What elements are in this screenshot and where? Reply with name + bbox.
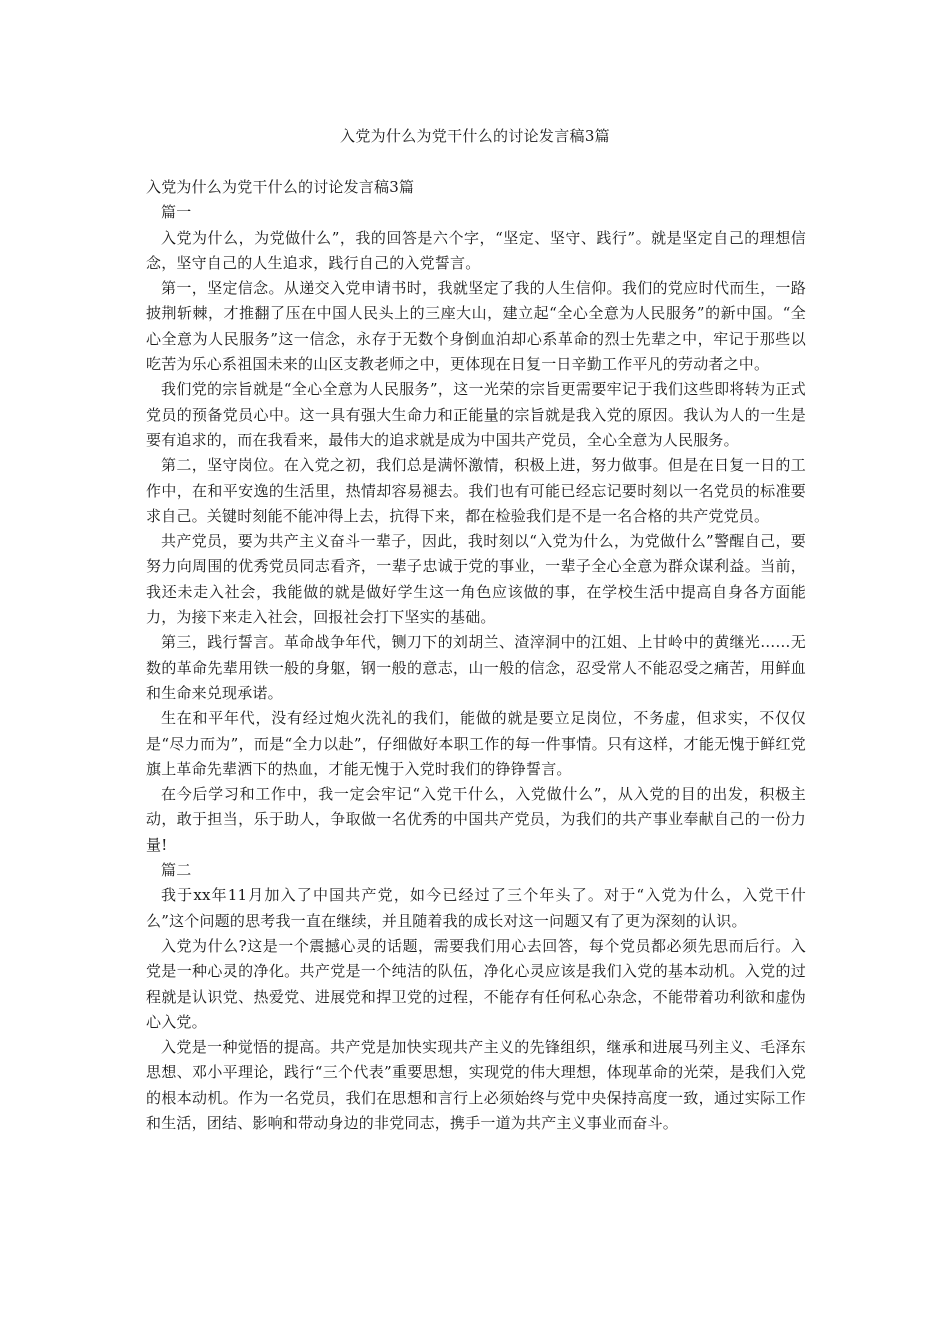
paragraph: 我们党的宗旨就是“全心全意为人民服务”，这一光荣的宗旨更需要牢记于我们这些即将转为正式党员的预备党员心中。这一具有强大生命力和正能量的宗旨就是我入党的原因。我认为人的一生是要有追求的，而在我看来，最伟大的追求就是成为中国共产党员，全心全意为人民服务。 [146,380,806,449]
paragraph: 第三，践行誓言。革命战争年代，铡刀下的刘胡兰、渣滓洞中的江姐、上甘岭中的黄继光……无数的革命先辈用铁一般的身躯，钢一般的意志，山一般的信念，忍受常人不能忍受之痛苦，用鲜血和生命来兑现承诺。 [146,633,806,702]
paragraph: 在今后学习和工作中，我一定会牢记“入党干什么，入党做什么”，从入党的目的出发，积极主动，敢于担当，乐于助人，争取做一名优秀的中国共产党员，为我们的共产事业奉献自己的一份力量! [146,785,806,854]
document-heading: 入党为什么为党干什么的讨论发言稿3篇 [146,178,415,196]
section-label-2: 篇二 [161,861,192,880]
paragraph: 生在和平年代，没有经过炮火洗礼的我们，能做的就是要立足岗位，不务虚，但求实，不仅仅是“尽力而为”，而是“全力以赴”，仔细做好本职工作的每一件事情。只有这样，才能无愧于鲜红党旗上革命先辈洒下的热血，才能无愧于入党时我们的铮铮誓言。 [146,709,806,778]
page-title: 入党为什么为党干什么的讨论发言稿3篇 [340,127,610,145]
paragraph: 第一，坚定信念。从递交入党申请书时，我就坚定了我的人生信仰。我们的党应时代而生，一路披荆斩棘，才推翻了压在中国人民头上的三座大山，建立起“全心全意为人民服务”的新中国。“全心全意为人民服务”这一信念，永存于无数个身倒血泊却心系革命的烈士先辈之中，牢记于那些以吃苦为乐心系祖国未来的山区支教老师之中，更体现在日复一日辛勤工作平凡的劳动者之中。 [146,279,806,374]
paragraph: 入党为什么，为党做什么”，我的回答是六个字，“坚定、坚守、践行”。就是坚定自己的理想信念，坚守自己的人生追求，践行自己的入党誓言。 [146,228,806,272]
paragraph: 共产党员，要为共产主义奋斗一辈子，因此，我时刻以“入党为什么，为党做什么”警醒自己，要努力向周围的优秀党员同志看齐，一辈子忠诚于党的事业，一辈子全心全意为群众谋利益。当前，我还未走入社会，我能做的就是做好学生这一角色应该做的事，在学校生活中提高自身各方面能力，为接下来走入社会，回报社会打下坚实的基础。 [146,532,806,627]
paragraph: 第二，坚守岗位。在入党之初，我们总是满怀激情，积极上进，努力做事。但是在日复一日的工作中，在和平安逸的生活里，热情却容易褪去。我们也有可能已经忘记要时刻以一名党员的标准要求自己。关键时刻能不能冲得上去，抗得下来，都在检验我们是不是一名合格的共产党党员。 [146,456,806,525]
document-body [146,175,806,1136]
paragraph: 入党为什么?这是一个震撼心灵的话题，需要我们用心去回答，每个党员都必须先思而后行。入党是一种心灵的净化。共产党是一个纯洁的队伍，净化心灵应该是我们入党的基本动机。入党的过程就是认识党、热爱党、进展党和捍卫党的过程，不能存有任何私心杂念，不能带着功利欲和虚伪心入党。 [146,936,806,1031]
paragraph: 入党是一种觉悟的提高。共产党是加快实现共产主义的先锋组织，继承和进展马列主义、毛泽东思想、邓小平理论，践行“三个代表”重要思想，实现党的伟大理想，体现革命的光荣，是我们入党的根本动机。作为一名党员，我们在思想和言行上必须始终与党中央保持高度一致，通过实际工作和生活，团结、影响和带动身边的非党同志，携手一道为共产主义事业而奋斗。 [146,1038,806,1132]
paragraph: 我于xx年11月加入了中国共产党，如今已经过了三个年头了。对于“入党为什么，入党干什么”这个问题的思考我一直在继续，并且随着我的成长对这一问题又有了更为深刻的认识。 [146,886,806,930]
section-label-1: 篇一 [161,203,192,222]
